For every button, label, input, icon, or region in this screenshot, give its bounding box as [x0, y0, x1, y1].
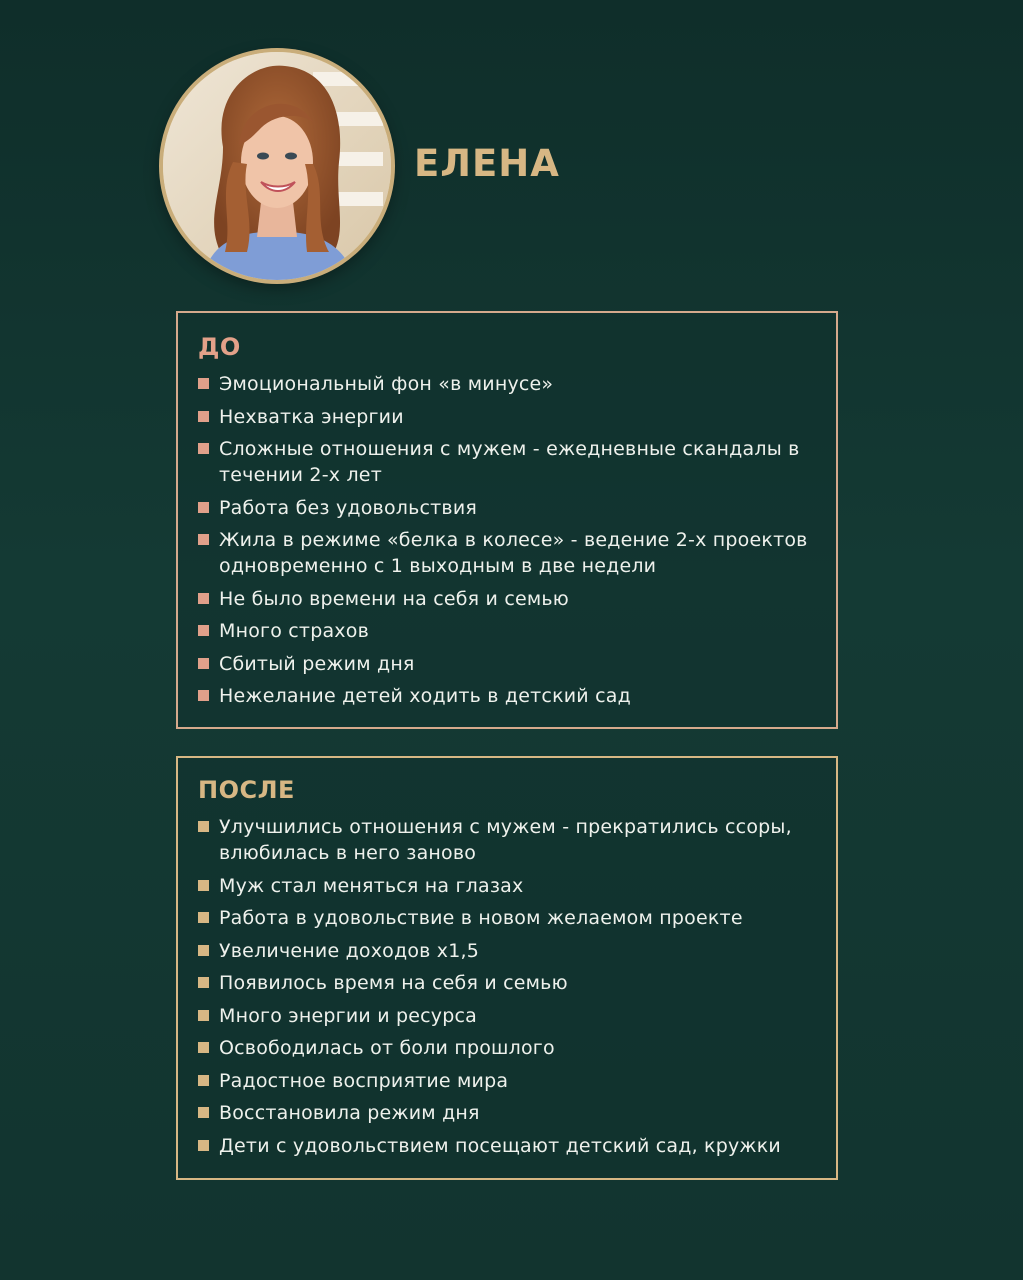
list-item-text: Сложные отношения с мужем - ежедневные скандалы в течении 2-х лет — [219, 438, 800, 486]
after-section — [176, 756, 838, 1180]
list-item — [198, 404, 818, 430]
list-item-text: Много страхов — [219, 620, 369, 642]
list-item — [198, 814, 818, 866]
person-name: ЕЛЕНА — [414, 142, 560, 185]
after-list — [198, 814, 818, 1165]
list-item — [198, 1003, 818, 1029]
list-item — [198, 873, 818, 899]
square-bullet-icon — [198, 593, 209, 604]
list-item-text: Радостное восприятие мира — [219, 1069, 509, 1092]
list-item-text: Работа без удовольствия — [219, 496, 478, 519]
list-item-text: Работа в удовольствие в новом желаемом проекте — [219, 907, 743, 929]
avatar — [163, 52, 391, 280]
list-item — [198, 618, 818, 644]
list-item — [198, 938, 818, 964]
list-item — [198, 1068, 818, 1094]
list-item-text: Нежелание детей ходить в детский сад — [219, 685, 631, 707]
list-item — [198, 586, 818, 612]
woman-portrait-photo-icon — [163, 52, 391, 280]
square-bullet-icon — [198, 1140, 209, 1151]
list-item-text: Муж стал меняться на глазах — [219, 874, 524, 897]
square-bullet-icon — [198, 1010, 209, 1021]
list-item-text: Дети с удовольствием посещают детский сад, кружки — [219, 1134, 781, 1157]
list-item — [198, 683, 818, 709]
list-item-text: Восстановила режим дня — [219, 1102, 480, 1124]
list-item-text: Не было времени на себя и семью — [219, 587, 569, 610]
square-bullet-icon — [198, 1075, 209, 1086]
list-item-text: Жила в режиме «белка в колесе» - ведение 2-х проектов одновременно с 1 выходным в две недели — [219, 529, 808, 577]
list-item-text: Много энергии и ресурса — [219, 1004, 477, 1027]
list-item — [198, 905, 818, 931]
list-item — [198, 1035, 818, 1061]
list-item-text: Сбитый режим дня — [219, 652, 415, 675]
list-item-text: Появилось время на себя и семью — [219, 972, 568, 994]
list-item — [198, 1100, 818, 1126]
list-item-text: Улучшились отношения с мужем - прекратились ссоры, влюбилась в него заново — [219, 816, 792, 864]
square-bullet-icon — [198, 1042, 209, 1053]
square-bullet-icon — [198, 411, 209, 422]
list-item — [198, 970, 818, 996]
list-item — [198, 436, 818, 488]
square-bullet-icon — [198, 912, 209, 923]
square-bullet-icon — [198, 443, 209, 454]
list-item-text: Увеличение доходов х1,5 — [219, 939, 480, 962]
square-bullet-icon — [198, 658, 209, 669]
square-bullet-icon — [198, 378, 209, 389]
list-item — [198, 1133, 818, 1159]
square-bullet-icon — [198, 502, 209, 513]
square-bullet-icon — [198, 534, 209, 545]
list-item — [198, 371, 818, 397]
square-bullet-icon — [198, 880, 209, 891]
square-bullet-icon — [198, 977, 209, 988]
list-item-text: Эмоциональный фон «в минусе» — [219, 373, 554, 395]
square-bullet-icon — [198, 1107, 209, 1118]
square-bullet-icon — [198, 821, 209, 832]
square-bullet-icon — [198, 690, 209, 701]
after-title: ПОСЛЕ — [198, 776, 295, 804]
list-item — [198, 527, 818, 579]
list-item — [198, 651, 818, 677]
before-list — [198, 371, 818, 716]
list-item — [198, 495, 818, 521]
square-bullet-icon — [198, 625, 209, 636]
list-item-text: Освободилась от боли прошлого — [219, 1037, 555, 1059]
before-title: ДО — [198, 333, 241, 361]
before-section — [176, 311, 838, 729]
list-item-text: Нехватка энергии — [219, 405, 404, 428]
square-bullet-icon — [198, 945, 209, 956]
